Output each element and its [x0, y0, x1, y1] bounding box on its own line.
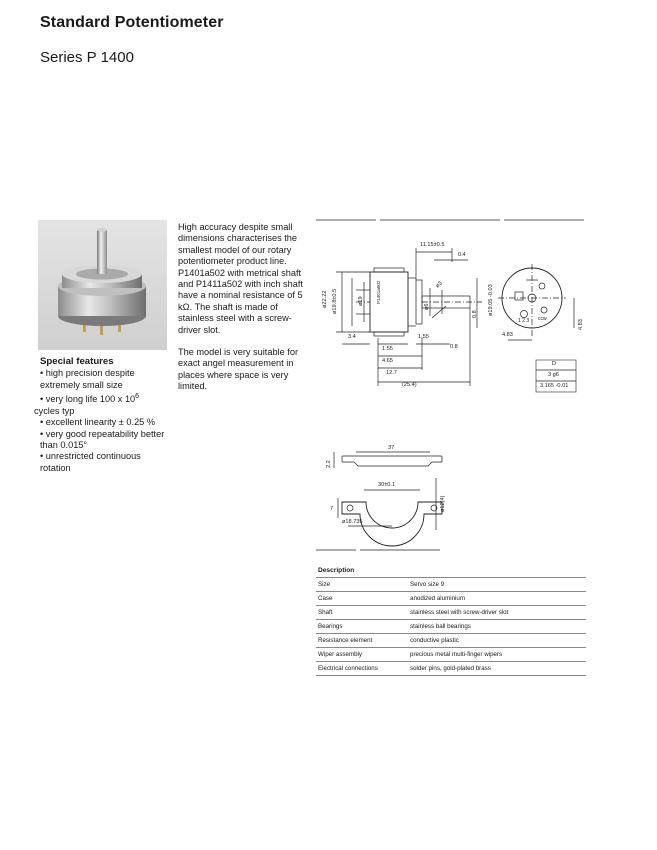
- table-row: Size Servo size 9: [316, 578, 586, 592]
- dim-label: 37: [388, 445, 395, 451]
- table-row: Case anodized aluminium: [316, 592, 586, 606]
- table-row: Shaft stainless steel with screw-driver slot: [316, 606, 586, 620]
- table-row: Electrical connections solder pins, gold-plated brass: [316, 662, 586, 676]
- table-row: Resistance element conductive plastic: [316, 634, 586, 648]
- dim-label: 11.15±0.5: [420, 242, 445, 248]
- features-list: [34, 368, 168, 474]
- dim-label: ø3: [434, 280, 444, 290]
- table-header-row: [316, 564, 586, 578]
- dim-label: ø22.22: [322, 290, 328, 308]
- description-text: [178, 222, 306, 404]
- dim-label: 0.8: [450, 344, 458, 350]
- table-heading: Description: [318, 567, 355, 574]
- dim-label: ø18.735: [342, 519, 363, 525]
- table-cell: 3 g6: [548, 372, 559, 378]
- dim-label: ø6: [424, 303, 430, 310]
- body-paragraph-2: The model is very suitable for exact angel measurement in places where space is very limited.: [178, 347, 298, 392]
- dim-label: 12.7: [386, 370, 397, 376]
- dim-label: 4.83: [578, 319, 584, 330]
- dim-label: 0.4: [458, 252, 466, 258]
- dim-label: 2.2: [326, 460, 332, 468]
- dim-label: ø19.05 -0.03: [488, 284, 494, 316]
- dim-label: 0.8: [472, 310, 478, 318]
- dim-label: ø12(4): [440, 495, 446, 512]
- feature-item: • very long life 100 x $10^6$ cycles typ: [40, 391, 168, 417]
- feature-item: • unrestricted continuous rotation: [40, 451, 168, 474]
- dim-label: 1.55: [382, 346, 393, 352]
- table-cell: 3.165 -0.01: [540, 383, 569, 389]
- feature-item: • high precision despite extremely small size: [40, 368, 168, 391]
- dim-label: 4.65: [382, 358, 393, 364]
- pin-label: 1 2 3: [518, 318, 530, 324]
- page-title: Standard Potentiometer: [40, 14, 224, 31]
- part-label: P1401a502: [376, 280, 381, 304]
- dim-label: 3.4: [348, 334, 356, 340]
- dim-label: ø19: [358, 296, 364, 306]
- ccw-label: ccw: [538, 316, 547, 322]
- superscript: 6: [135, 393, 140, 401]
- technical-drawing: [312, 218, 592, 563]
- feature-item: • excellent linearity ± 0.25 %: [40, 417, 168, 428]
- features-heading: Special features: [40, 356, 114, 367]
- special-features: [34, 356, 168, 474]
- feature-item: • very good repeatability better than 0.015°: [40, 429, 168, 452]
- table-row: Wiper assembly precious metal multi-finger wipers: [316, 648, 586, 662]
- product-photo: [38, 220, 167, 350]
- dim-label: 30±0.1: [378, 482, 396, 488]
- table-row: Bearings stainless ball bearings: [316, 620, 586, 634]
- dim-label: 4.83: [502, 332, 513, 338]
- dim-label: 7: [330, 506, 334, 512]
- description-table: [316, 564, 586, 676]
- dim-label: (25.4): [402, 382, 417, 388]
- body-paragraph-1: High accuracy despite small dimensions characterises the smallest model of our rotary potentiometer product line. P1401a502 with metrical shaft and P1411a502 with inch shaft have a nominal resistance of 5 kΩ. The shaft is made of stainless steel with a screw-driver slot.: [178, 222, 303, 335]
- dim-label: ø19.8±0.5: [332, 288, 338, 314]
- series-subtitle: Series P 1400: [40, 49, 134, 66]
- dim-label: 1.55: [418, 334, 429, 340]
- table-header: D: [552, 361, 557, 367]
